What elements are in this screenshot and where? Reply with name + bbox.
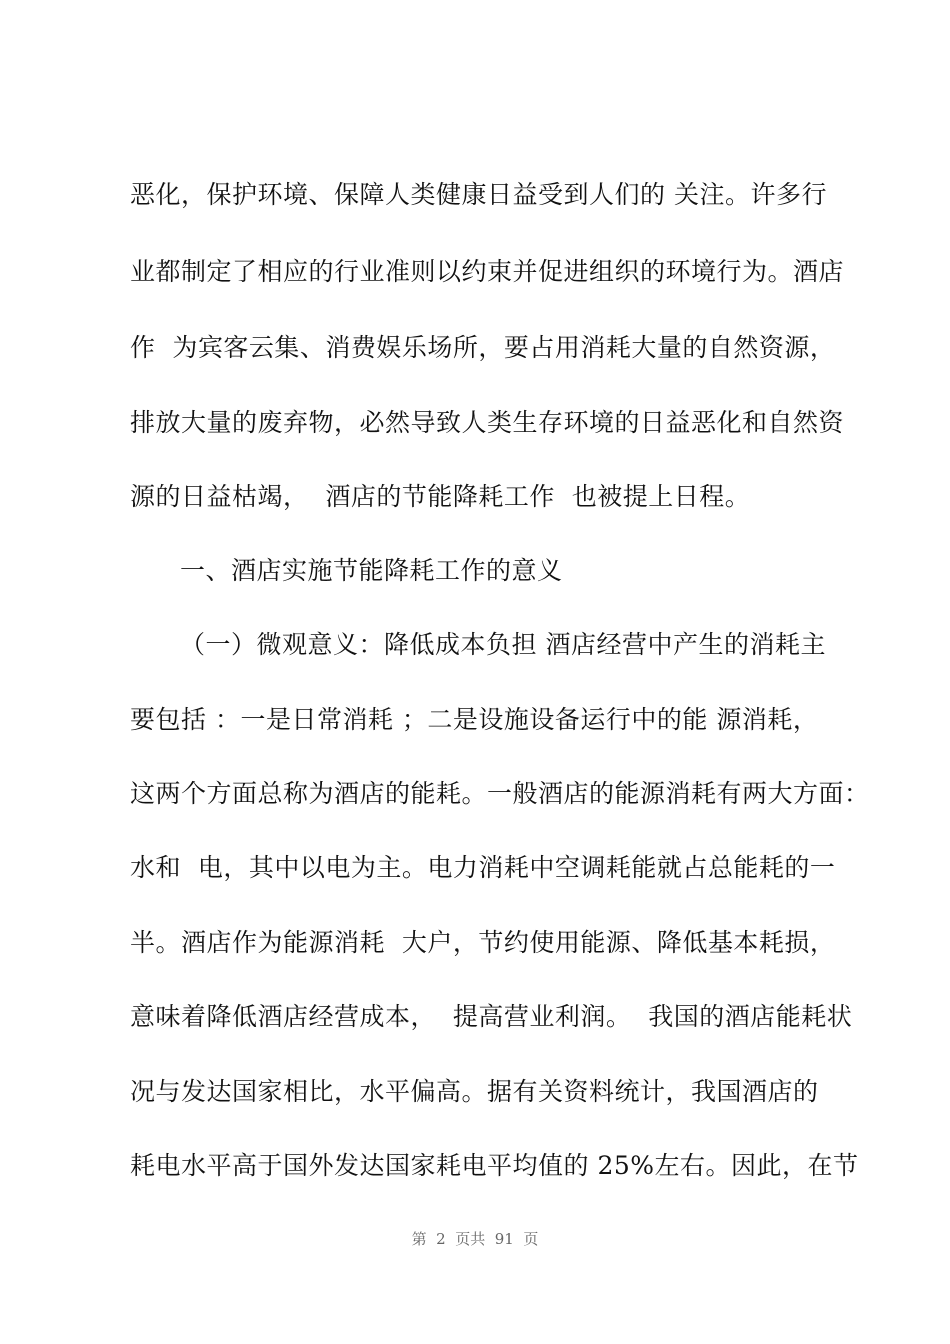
paragraph-line: 作 为宾客云集、消费娱乐场所，要占用消耗大量的自然资源， (130, 333, 836, 362)
paragraph-line: 半。酒店作为能源消耗 大户，节约使用能源、降低基本耗损， (130, 928, 836, 957)
paragraph-line: 况与发达国家相比，水平偏高。据有关资料统计，我国酒店的 (130, 1077, 819, 1106)
paragraph-line: 业都制定了相应的行业准则以约束并促进组织的环境行为。酒店 (130, 257, 845, 286)
paragraph-line: 源的日益枯竭， 酒店的节能降耗工作 也被提上日程。 (130, 482, 751, 511)
paragraph-line: 水和 电，其中以电为主。电力消耗中空调耗能就占总能耗的一 (130, 853, 836, 882)
paragraph-line: 这两个方面总称为酒店的能耗。一般酒店的能源消耗有两大方面： (130, 779, 870, 808)
section-heading: 一、酒店实施节能降耗工作的意义 (180, 556, 563, 585)
paragraph-line: 要包括 ：一是日常消耗 ；二是设施设备运行中的能 源消耗， (130, 705, 819, 734)
paragraph-line: 恶化，保护环境、保障人类健康日益受到人们的 关注。许多行 (130, 180, 827, 209)
paragraph-line: 排放大量的废弃物，必然导致人类生存环境的日益恶化和自然资 (130, 408, 845, 437)
subsection-heading: （一）微观意义：降低成本负担 酒店经营中产生的消耗主 (180, 630, 826, 659)
page-number-footer: 第 2 页共 91 页 (411, 1230, 539, 1248)
paragraph-line: 耗电水平高于国外发达国家耗电平均值的 25%左右。因此，在节 (130, 1151, 859, 1180)
paragraph-line: 意味着降低酒店经营成本， 提高营业利润。 我国的酒店能耗状 (130, 1002, 853, 1031)
